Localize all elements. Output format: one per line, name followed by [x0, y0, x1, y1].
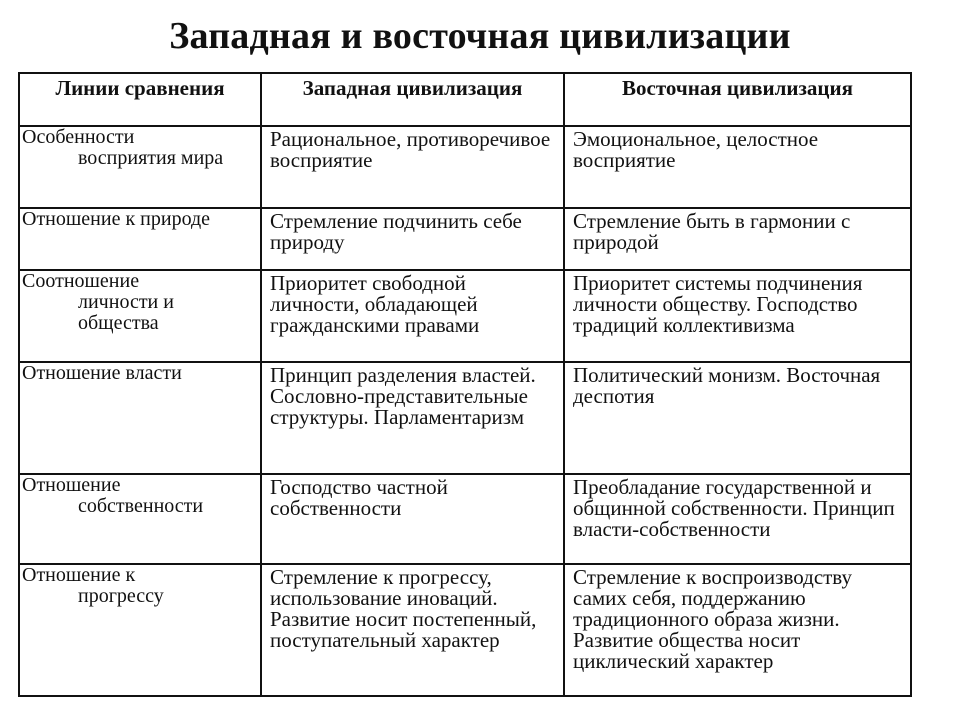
criteria-cell — [19, 270, 261, 362]
criteria-rest: собственности — [78, 495, 204, 517]
criteria-cell — [19, 208, 261, 270]
table-row — [19, 126, 911, 208]
header-criteria: Линии сравнения — [19, 73, 261, 126]
west-cell: Господство частной собственности — [261, 474, 564, 564]
criteria-first: Соотношение — [22, 270, 140, 292]
table-header-row — [19, 73, 911, 126]
east-cell: Эмоциональное, целостное восприятие — [564, 126, 911, 208]
west-cell: Приоритет свободной личности, обладающей гражданскими правами — [261, 270, 564, 362]
criteria-first: Отношение к природе — [22, 208, 211, 230]
criteria-rest: прогрессу — [78, 585, 164, 607]
criteria-cell — [19, 126, 261, 208]
west-cell: Принцип разделения властей. Сословно-представительные структуры. Парламентаризм — [261, 362, 564, 474]
east-cell: Преобладание государственной и общинной собственности. Принцип власти-собственности — [564, 474, 911, 564]
page-title: Западная и восточная цивилизации — [169, 15, 791, 57]
east-cell: Политический монизм. Восточная деспотия — [564, 362, 911, 474]
west-cell: Стремление подчинить себе природу — [261, 208, 564, 270]
table-row — [19, 362, 911, 474]
comparison-table — [18, 72, 912, 697]
east-cell: Стремление быть в гармонии с природой — [564, 208, 911, 270]
table-row — [19, 474, 911, 564]
table-row — [19, 270, 911, 362]
header-west: Западная цивилизация — [261, 73, 564, 126]
criteria-cell — [19, 474, 261, 564]
criteria-first: Особенности — [22, 126, 135, 148]
table-row — [19, 208, 911, 270]
table-row — [19, 564, 911, 696]
criteria-rest: личности и общества — [78, 291, 174, 334]
criteria-cell — [19, 362, 261, 474]
criteria-cell — [19, 564, 261, 696]
criteria-first: Отношение — [22, 474, 121, 496]
criteria-first: Отношение к — [22, 564, 136, 586]
west-cell: Рациональное, противоречивое восприятие — [261, 126, 564, 208]
west-cell: Стремление к прогрессу, использование иноваций. Развитие носит постепенный, поступательный характер — [261, 564, 564, 696]
criteria-first: Отношение власти — [22, 362, 182, 384]
east-cell: Приоритет системы подчинения личности обществу. Господство традиций коллективизма — [564, 270, 911, 362]
criteria-rest: восприятия мира — [78, 147, 224, 169]
east-cell: Стремление к воспроизводству самих себя, поддержанию традиционного образа жизни. Развитие общества носит циклический характер — [564, 564, 911, 696]
header-east: Восточная цивилизация — [564, 73, 911, 126]
